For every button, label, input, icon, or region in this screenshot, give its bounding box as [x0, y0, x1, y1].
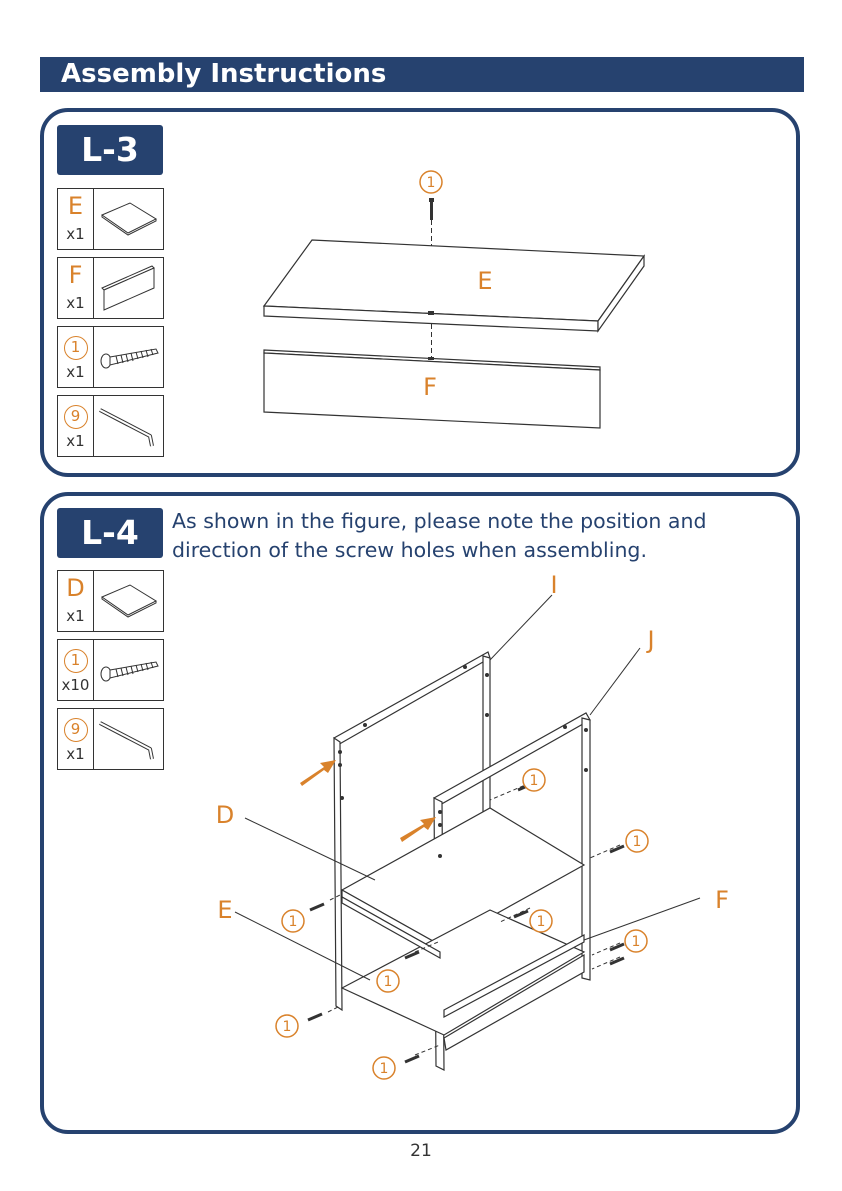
- arrow-icon: [400, 817, 436, 842]
- screw-callout: 1: [536, 914, 546, 930]
- page-title: Assembly Instructions: [61, 59, 387, 89]
- label-j: J: [647, 626, 655, 654]
- screw-callout: 1: [282, 1019, 292, 1035]
- board-e: [264, 240, 644, 331]
- part-qty: x1: [66, 363, 85, 381]
- part-qty: x1: [66, 745, 85, 763]
- part-qty: x1: [66, 432, 85, 450]
- part-label: 1: [64, 336, 88, 360]
- part-label: F: [68, 261, 83, 289]
- part-label: 9: [64, 405, 88, 429]
- allen-key-icon: [94, 709, 164, 769]
- screw-icon: [94, 640, 164, 700]
- label-f: F: [423, 373, 437, 401]
- step-l3-badge: L-3: [57, 125, 163, 175]
- screw-hole: [428, 357, 434, 360]
- label-e: E: [477, 267, 493, 295]
- part-qty: x1: [66, 225, 85, 243]
- screw-icon: [94, 327, 164, 387]
- screw-callout: 1: [379, 1061, 389, 1077]
- part-screw: [57, 639, 164, 701]
- screw-callout: 1: [631, 934, 641, 950]
- screw-callout: 1: [529, 773, 539, 789]
- part-allen-key: [57, 395, 164, 457]
- step-l3-diagram: [250, 160, 670, 440]
- frame-i-left-leg: [334, 738, 342, 1010]
- screw-callout: 1: [288, 914, 298, 930]
- label-f: F: [715, 886, 729, 914]
- assembly-note: As shown in the figure, please note the position and direction of the screw holes when assembling.: [172, 509, 707, 562]
- header-bar: [40, 57, 804, 92]
- label-d: D: [215, 801, 235, 829]
- screw-hole: [428, 311, 434, 315]
- step-l4-badge: L-4: [57, 508, 163, 558]
- part-label: D: [66, 574, 85, 602]
- board-icon: [94, 189, 164, 249]
- part-allen-key: [57, 708, 164, 770]
- screw-callout: 1: [426, 175, 436, 191]
- board-icon: [94, 571, 164, 631]
- part-label: 9: [64, 718, 88, 742]
- screw-callout: 1: [632, 834, 642, 850]
- part-qty: x1: [66, 607, 85, 625]
- part-qty: x10: [61, 676, 90, 694]
- part-screw: [57, 326, 164, 388]
- part-label: E: [67, 192, 84, 220]
- page-number: 21: [410, 1141, 432, 1161]
- part-e: [57, 188, 164, 250]
- step-l4-diagram: [200, 560, 760, 1085]
- part-label: 1: [64, 649, 88, 673]
- panel-icon: [94, 258, 164, 318]
- allen-key-icon: [94, 396, 164, 456]
- part-qty: x1: [66, 294, 85, 312]
- label-i: I: [550, 571, 558, 599]
- part-d: [57, 570, 164, 632]
- screw-icon: [429, 198, 434, 220]
- screw-callout: 1: [383, 974, 393, 990]
- arrow-icon: [300, 760, 336, 786]
- label-e: E: [217, 896, 233, 924]
- part-f: [57, 257, 164, 319]
